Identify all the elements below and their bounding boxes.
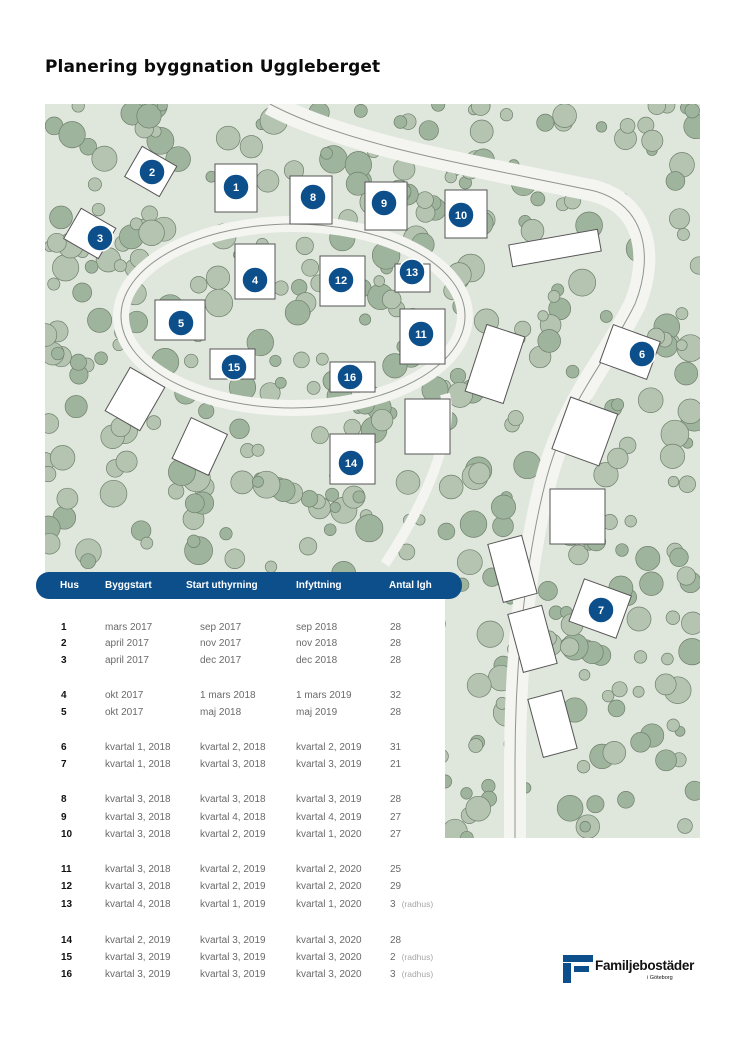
cell-antal: 28 <box>390 707 402 718</box>
cell-byggstart: kvartal 3, 2018 <box>105 812 171 823</box>
tree-icon <box>655 674 676 695</box>
tree-icon <box>675 362 698 385</box>
cell-hus: 12 <box>61 881 73 892</box>
cell-antal-wrap <box>390 969 433 980</box>
tree-icon <box>612 399 624 411</box>
cell-byggstart: kvartal 3, 2018 <box>105 829 171 840</box>
cell-note: (radhus) <box>401 899 434 909</box>
table-row <box>0 655 440 670</box>
house-marker-label: 14 <box>344 458 358 470</box>
cell-byggstart: kvartal 3, 2019 <box>105 969 171 980</box>
tree-icon <box>70 354 86 370</box>
tree-icon <box>139 220 165 246</box>
cell-start-uthyrning: kvartal 4, 2018 <box>200 812 266 823</box>
cell-inflyttning: kvartal 3, 2019 <box>296 759 362 770</box>
tree-icon <box>231 471 254 494</box>
cell-start-uthyrning: 1 mars 2018 <box>200 690 256 701</box>
table-row <box>0 952 440 967</box>
tree-icon <box>52 347 65 360</box>
tree-icon <box>625 515 637 527</box>
tree-icon <box>561 638 579 656</box>
cell-start-uthyrning: nov 2017 <box>200 638 242 649</box>
tree-icon <box>634 651 647 664</box>
cell-inflyttning: kvartal 1, 2020 <box>296 899 362 910</box>
cell-hus: 7 <box>61 759 67 770</box>
familjebostader-logo <box>563 955 713 985</box>
tree-icon <box>569 269 596 296</box>
tree-icon <box>116 451 137 472</box>
cell-start-uthyrning: kvartal 2, 2019 <box>200 829 266 840</box>
tree-icon <box>461 788 473 800</box>
tree-icon <box>187 535 200 548</box>
cell-byggstart: kvartal 1, 2018 <box>105 742 171 753</box>
tree-icon <box>371 409 393 431</box>
tree-icon <box>467 673 491 697</box>
table-row <box>0 864 440 879</box>
table-row <box>0 707 440 722</box>
tree-icon <box>685 104 700 118</box>
tree-icon <box>633 686 644 697</box>
tree-icon <box>636 546 660 570</box>
table-row <box>0 935 440 950</box>
cell-inflyttning: kvartal 3, 2020 <box>296 952 362 963</box>
table-row <box>0 881 440 896</box>
cell-start-uthyrning: kvartal 3, 2019 <box>200 952 266 963</box>
tree-icon <box>616 544 629 557</box>
tree-icon <box>88 308 112 332</box>
cell-inflyttning: 1 mars 2019 <box>296 690 352 701</box>
house-marker-label: 4 <box>251 275 259 287</box>
house-marker-label: 1 <box>232 182 240 194</box>
tree-icon <box>190 277 207 294</box>
cell-antal: 28 <box>390 622 402 633</box>
tree-icon <box>324 524 336 536</box>
tree-icon <box>147 416 161 430</box>
tree-icon <box>270 355 281 366</box>
tree-icon <box>184 354 198 368</box>
cell-antal-wrap <box>390 952 433 963</box>
tree-icon <box>676 308 688 320</box>
tree-icon <box>50 206 73 229</box>
cell-hus: 11 <box>61 864 72 875</box>
tree-icon <box>220 528 232 540</box>
tree-icon <box>660 444 684 468</box>
cell-byggstart: kvartal 4, 2018 <box>105 899 171 910</box>
cell-note: (radhus) <box>401 952 434 962</box>
cell-hus: 8 <box>61 794 67 805</box>
logo-sub: i Göteborg <box>647 975 673 981</box>
table-header <box>36 572 462 599</box>
tree-icon <box>667 719 679 731</box>
tree-icon <box>579 670 590 681</box>
table-row <box>0 638 440 653</box>
tree-icon <box>419 121 438 140</box>
tree-icon <box>677 228 689 240</box>
cell-byggstart: okt 2017 <box>105 707 144 718</box>
tree-icon <box>538 311 548 321</box>
tree-icon <box>460 511 487 538</box>
tree-icon <box>678 819 693 834</box>
house-marker-label: 7 <box>597 605 605 617</box>
table-row <box>0 742 440 757</box>
house-marker-label: 8 <box>309 192 317 204</box>
tree-icon <box>52 255 78 281</box>
tree-icon <box>587 796 604 813</box>
house-marker-label: 13 <box>405 267 419 279</box>
cell-antal: 27 <box>390 812 402 823</box>
tree-icon <box>47 233 66 252</box>
house-marker-label: 12 <box>334 275 348 287</box>
tree-icon <box>206 266 229 289</box>
tree-icon <box>678 399 700 424</box>
cell-hus: 14 <box>61 935 73 946</box>
cell-antal: 28 <box>390 655 402 666</box>
tree-icon <box>469 739 483 753</box>
tree-icon <box>252 444 264 456</box>
cell-hus: 3 <box>61 655 67 666</box>
cell-antal: 32 <box>390 690 402 701</box>
tree-icon <box>566 365 579 378</box>
table-row <box>0 812 440 827</box>
cell-hus: 16 <box>61 969 73 980</box>
cell-antal: 29 <box>390 881 402 892</box>
tree-icon <box>275 377 286 388</box>
cell-inflyttning: nov 2018 <box>296 638 338 649</box>
tree-icon <box>608 700 625 717</box>
tree-icon <box>580 821 591 832</box>
tree-icon <box>679 476 696 493</box>
tree-icon <box>508 411 523 426</box>
header-start-uthyrning: Start uthyrning <box>186 580 258 591</box>
cell-inflyttning: dec 2018 <box>296 655 338 666</box>
tree-icon <box>92 146 117 171</box>
cell-antal: 28 <box>390 935 402 946</box>
tree-icon <box>538 581 557 600</box>
house-marker-label: 15 <box>227 362 241 374</box>
header-inflyttning: Infyttning <box>296 580 342 591</box>
table-row <box>0 759 440 774</box>
cell-byggstart: kvartal 1, 2018 <box>105 759 171 770</box>
cell-start-uthyrning: kvartal 3, 2018 <box>200 794 266 805</box>
tree-icon <box>95 352 108 365</box>
tree-icon <box>92 203 105 216</box>
table-row <box>0 829 440 844</box>
cell-note: (radhus) <box>401 969 434 979</box>
house-marker-label: 3 <box>96 233 104 245</box>
house-marker-label: 9 <box>380 198 388 210</box>
cell-inflyttning: kvartal 3, 2020 <box>296 969 362 980</box>
tree-icon <box>661 420 689 448</box>
tree-icon <box>302 259 319 276</box>
tree-icon <box>199 403 214 418</box>
cell-hus: 1 <box>61 622 67 633</box>
cell-byggstart: mars 2017 <box>105 622 153 633</box>
cell-start-uthyrning: kvartal 1, 2019 <box>200 899 266 910</box>
tree-icon <box>100 480 127 507</box>
tree-icon <box>141 537 153 549</box>
tree-icon <box>438 523 455 540</box>
tree-icon <box>638 388 663 413</box>
table-row <box>0 969 440 984</box>
tree-icon <box>631 732 651 752</box>
tree-icon <box>577 760 590 773</box>
tree-icon <box>216 126 240 150</box>
tree-icon <box>640 572 664 596</box>
cell-antal: 28 <box>390 794 402 805</box>
tree-icon <box>557 795 583 821</box>
tree-icon <box>620 119 635 134</box>
tree-icon <box>360 314 371 325</box>
tree-icon <box>225 549 245 569</box>
house-marker-label: 11 <box>415 329 427 341</box>
tree-icon <box>252 476 263 487</box>
tree-icon <box>330 502 340 512</box>
tree-icon <box>417 192 434 209</box>
cell-hus: 6 <box>61 742 67 753</box>
house-marker-label: 16 <box>343 372 357 384</box>
tree-icon <box>608 448 629 469</box>
cell-start-uthyrning: kvartal 2, 2019 <box>200 881 266 892</box>
tree-icon <box>596 122 607 133</box>
tree-icon <box>537 114 554 131</box>
tree-icon <box>301 491 318 508</box>
tree-icon <box>374 276 385 287</box>
tree-icon <box>48 278 60 290</box>
cell-byggstart: kvartal 3, 2018 <box>105 794 171 805</box>
tree-icon <box>662 653 674 665</box>
cell-antal-wrap <box>390 899 433 910</box>
tree-icon <box>353 491 365 503</box>
tree-icon <box>356 515 383 542</box>
cell-antal: 31 <box>390 742 402 753</box>
cell-antal: 3 <box>390 899 396 910</box>
tree-icon <box>285 300 310 325</box>
tree-icon <box>205 289 233 317</box>
table-row <box>0 794 440 809</box>
tree-icon <box>612 682 627 697</box>
cell-start-uthyrning: kvartal 3, 2019 <box>200 935 266 946</box>
cell-inflyttning: kvartal 2, 2019 <box>296 742 362 753</box>
tree-icon <box>682 612 701 634</box>
tree-icon <box>531 192 545 206</box>
table-row <box>0 690 440 705</box>
tree-icon <box>477 621 503 647</box>
cell-start-uthyrning: kvartal 2, 2018 <box>200 742 266 753</box>
cell-byggstart: okt 2017 <box>105 690 144 701</box>
tree-icon <box>114 260 126 272</box>
tree-icon <box>382 290 401 309</box>
tree-icon <box>676 340 687 351</box>
tree-icon <box>299 538 316 555</box>
tree-icon <box>65 396 87 418</box>
tree-icon <box>469 463 490 484</box>
cell-inflyttning: kvartal 2, 2020 <box>296 881 362 892</box>
cell-hus: 2 <box>61 638 67 649</box>
cell-byggstart: kvartal 2, 2019 <box>105 935 171 946</box>
header-antal: Antal lgh <box>389 580 432 591</box>
cell-start-uthyrning: kvartal 3, 2019 <box>200 969 266 980</box>
table-row <box>0 622 440 637</box>
tree-icon <box>669 209 689 229</box>
cell-inflyttning: maj 2019 <box>296 707 338 718</box>
cell-byggstart: april 2017 <box>105 655 149 666</box>
cell-hus: 4 <box>61 690 67 701</box>
house-marker-label: 5 <box>177 318 185 330</box>
cell-start-uthyrning: sep 2017 <box>200 622 242 633</box>
tree-icon <box>294 352 310 368</box>
cell-inflyttning: kvartal 1, 2020 <box>296 829 362 840</box>
cell-hus: 15 <box>61 952 73 963</box>
cell-hus: 9 <box>61 812 67 823</box>
tree-icon <box>396 471 420 495</box>
header-byggstart: Byggstart <box>105 580 152 591</box>
cell-hus: 5 <box>61 707 67 718</box>
cell-inflyttning: kvartal 2, 2020 <box>296 864 362 875</box>
tree-icon <box>548 291 560 303</box>
tree-icon <box>394 116 407 129</box>
tree-icon <box>666 611 680 625</box>
tree-icon <box>321 147 333 159</box>
cell-inflyttning: kvartal 3, 2020 <box>296 935 362 946</box>
tree-icon <box>316 353 328 365</box>
cell-start-uthyrning: dec 2017 <box>200 655 242 666</box>
tree-icon <box>185 494 204 513</box>
tree-icon <box>85 260 98 273</box>
cell-byggstart: april 2017 <box>105 638 149 649</box>
cell-start-uthyrning: maj 2018 <box>200 707 242 718</box>
tree-icon <box>257 170 279 192</box>
cell-byggstart: kvartal 3, 2019 <box>105 952 171 963</box>
page-title: Planering byggnation Uggleberget <box>45 57 381 77</box>
tree-icon <box>142 206 158 222</box>
tree-icon <box>307 381 320 394</box>
tree-icon <box>344 419 361 436</box>
tree-icon <box>59 122 85 148</box>
tree-icon <box>230 419 250 439</box>
house-marker-label: 6 <box>638 349 646 361</box>
tree-icon <box>656 750 677 771</box>
tree-icon <box>57 488 78 509</box>
logo-mark-icon <box>563 955 593 983</box>
tree-icon <box>457 550 482 575</box>
cell-byggstart: kvartal 3, 2018 <box>105 864 171 875</box>
tree-icon <box>470 120 493 143</box>
cell-antal: 2 <box>390 952 396 963</box>
tree-icon <box>157 104 167 111</box>
header-hus: Hus <box>60 580 79 591</box>
cell-antal: 28 <box>390 638 402 649</box>
tree-icon <box>668 476 679 487</box>
cell-antal: 25 <box>390 864 402 875</box>
tree-icon <box>670 548 689 567</box>
logo-name: Familjebostäder <box>595 958 695 973</box>
tree-icon <box>521 219 544 242</box>
house-marker-label: 2 <box>148 167 156 179</box>
tree-icon <box>600 311 612 323</box>
cell-byggstart: kvartal 3, 2018 <box>105 881 171 892</box>
tree-icon <box>627 607 651 631</box>
tree-icon <box>439 475 463 499</box>
tree-icon <box>296 237 313 254</box>
cell-hus: 13 <box>61 899 73 910</box>
tree-icon <box>73 283 92 302</box>
tree-icon <box>450 368 465 383</box>
tree-icon <box>642 130 663 151</box>
tree-icon <box>81 554 96 569</box>
tree-icon <box>265 561 277 573</box>
cell-inflyttning: sep 2018 <box>296 622 338 633</box>
tree-icon <box>274 281 288 295</box>
cell-hus: 10 <box>61 829 73 840</box>
tree-icon <box>538 330 561 353</box>
tree-icon <box>500 109 512 121</box>
tree-icon <box>666 172 685 191</box>
tree-icon <box>240 136 262 158</box>
cell-antal: 21 <box>390 759 402 770</box>
tree-icon <box>312 427 329 444</box>
tree-icon <box>553 104 577 128</box>
table-row <box>0 899 440 914</box>
cell-antal: 3 <box>390 969 396 980</box>
tree-icon <box>354 104 367 117</box>
tree-icon <box>466 796 491 821</box>
tree-icon <box>326 488 339 501</box>
tree-icon <box>491 495 515 519</box>
cell-start-uthyrning: kvartal 2, 2019 <box>200 864 266 875</box>
tree-icon <box>88 178 101 191</box>
cell-antal: 27 <box>390 829 402 840</box>
tree-icon <box>603 741 626 764</box>
cell-inflyttning: kvartal 4, 2019 <box>296 812 362 823</box>
tree-icon <box>677 567 695 585</box>
cell-inflyttning: kvartal 3, 2019 <box>296 794 362 805</box>
cell-start-uthyrning: kvartal 3, 2018 <box>200 759 266 770</box>
tree-icon <box>618 791 635 808</box>
tree-icon <box>50 446 75 471</box>
house-marker-label: 10 <box>454 210 468 222</box>
